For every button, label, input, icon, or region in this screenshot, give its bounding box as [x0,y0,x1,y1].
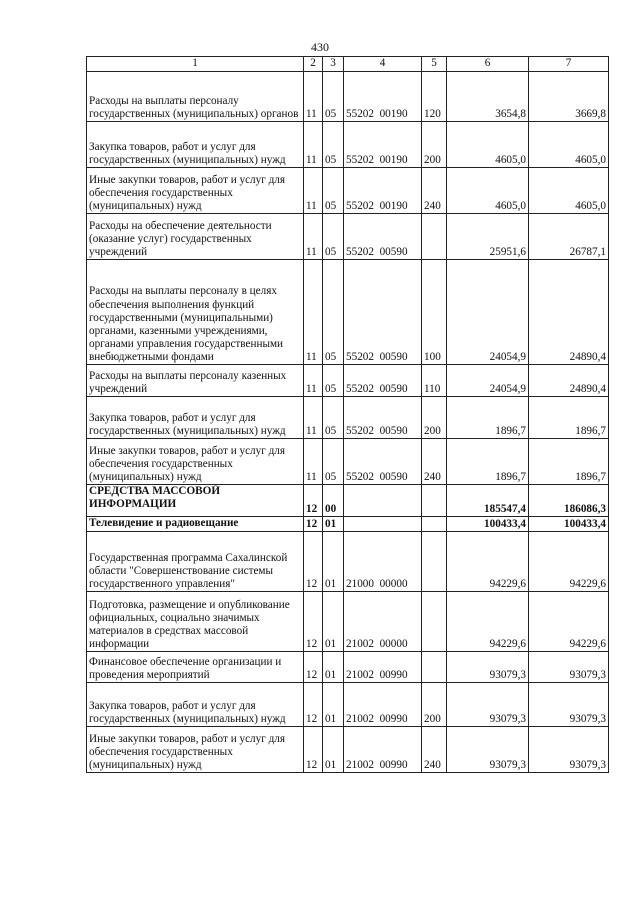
column-header-2: 2 [304,57,323,72]
table-row [87,727,609,773]
table-row [87,260,609,365]
row-name-cell: Закупка товаров, работ и услуг для государственных (муниципальных) нужд [87,683,304,727]
section-code-cell: 11 [304,168,323,214]
amount-year-2-cell: 26787,1 [529,214,609,260]
table-row [87,439,609,485]
expense-type-cell: 240 [422,168,447,214]
amount-year-1-cell: 24054,9 [447,365,529,397]
table-row [87,214,609,260]
expense-type-cell: 240 [422,727,447,773]
target-article-cell: 55202 00190 [344,72,422,122]
subsection-code-cell: 05 [323,122,344,168]
amount-year-2-cell: 24890,4 [529,260,609,365]
row-name-cell: Расходы на выплаты персоналу казенных учреждений [87,365,304,397]
target-article-cell: 55202 00190 [344,168,422,214]
amount-year-2-cell: 4605,0 [529,168,609,214]
amount-year-2-cell: 4605,0 [529,122,609,168]
target-article-cell: 55202 00590 [344,365,422,397]
row-name-cell: Государственная программа Сахалинской области "Совершенствование системы государственного управления" [87,532,304,592]
amount-year-1-cell: 25951,6 [447,214,529,260]
section-code-cell: 11 [304,122,323,168]
row-name-cell: Подготовка, размещение и опубликование официальных, социально значимых материалов в средствах массовой информации [87,592,304,652]
amount-year-1-cell: 94229,6 [447,592,529,652]
expense-type-cell: 120 [422,72,447,122]
amount-year-1-cell: 93079,3 [447,683,529,727]
row-name-cell: Иные закупки товаров, работ и услуг для обеспечения государственных (муниципальных) нужд [87,168,304,214]
expense-type-cell [422,532,447,592]
expense-type-cell: 240 [422,439,447,485]
table-row [87,397,609,439]
amount-year-1-cell: 93079,3 [447,727,529,773]
section-code-cell: 11 [304,365,323,397]
table-row [87,72,609,122]
column-header-1: 1 [87,57,304,72]
column-header-4: 4 [344,57,422,72]
table-row [87,168,609,214]
expense-type-cell [422,652,447,683]
amount-year-1-cell: 4605,0 [447,122,529,168]
amount-year-1-cell: 93079,3 [447,652,529,683]
subsection-code-cell: 01 [323,592,344,652]
subsection-code-cell: 01 [323,652,344,683]
row-name-cell: Расходы на выплаты персоналу государственных (муниципальных) органов [87,72,304,122]
table-row [87,365,609,397]
amount-year-2-cell: 93079,3 [529,652,609,683]
column-header-5: 5 [422,57,447,72]
section-code-cell: 12 [304,683,323,727]
table-row [87,652,609,683]
table-body [87,72,609,773]
subsection-code-cell: 01 [323,683,344,727]
target-article-cell [344,485,422,517]
amount-year-1-cell: 100433,4 [447,517,529,532]
row-name-cell: Телевидение и радиовещание [87,517,304,532]
subsection-code-cell: 05 [323,168,344,214]
expense-type-cell: 200 [422,397,447,439]
row-name-cell: Расходы на обеспечение деятельности (оказание услуг) государственных учреждений [87,214,304,260]
table-row [87,517,609,532]
section-code-cell: 12 [304,652,323,683]
target-article-cell: 21002 00990 [344,683,422,727]
subsection-code-cell: 05 [323,365,344,397]
subsection-code-cell: 05 [323,72,344,122]
table-row [87,122,609,168]
target-article-cell: 55202 00590 [344,439,422,485]
amount-year-1-cell: 94229,6 [447,532,529,592]
subsection-code-cell: 01 [323,532,344,592]
table-row [87,532,609,592]
target-article-cell: 55202 00190 [344,122,422,168]
expense-type-cell [422,485,447,517]
target-article-cell: 21000 00000 [344,532,422,592]
target-article-cell: 21002 00990 [344,652,422,683]
row-name-cell: Закупка товаров, работ и услуг для государственных (муниципальных) нужд [87,397,304,439]
row-name-cell: СРЕДСТВА МАССОВОЙ ИНФОРМАЦИИ [87,485,304,517]
section-code-cell: 12 [304,592,323,652]
section-code-cell: 12 [304,517,323,532]
amount-year-2-cell: 93079,3 [529,727,609,773]
amount-year-2-cell: 24890,4 [529,365,609,397]
header-row [87,57,609,72]
amount-year-2-cell: 94229,6 [529,532,609,592]
section-code-cell: 12 [304,485,323,517]
amount-year-1-cell: 24054,9 [447,260,529,365]
amount-year-2-cell: 3669,8 [529,72,609,122]
subsection-code-cell: 01 [323,517,344,532]
target-article-cell: 21002 00990 [344,727,422,773]
section-code-cell: 12 [304,532,323,592]
expense-type-cell [422,517,447,532]
section-code-cell: 11 [304,439,323,485]
row-name-cell: Расходы на выплаты персоналу в целях обеспечения выполнения функций государственными (муниципальными) органами, казенными учреждениями, органами управления государственными внебюджетными фондами [87,260,304,365]
budget-table [86,56,609,773]
column-header-6: 6 [447,57,529,72]
section-code-cell: 11 [304,260,323,365]
amount-year-1-cell: 1896,7 [447,439,529,485]
amount-year-2-cell: 94229,6 [529,592,609,652]
column-header-3: 3 [323,57,344,72]
expense-type-cell: 110 [422,365,447,397]
amount-year-2-cell: 1896,7 [529,397,609,439]
target-article-cell: 55202 00590 [344,397,422,439]
amount-year-2-cell: 93079,3 [529,683,609,727]
table-row [87,592,609,652]
subsection-code-cell: 05 [323,397,344,439]
expense-type-cell [422,592,447,652]
subsection-code-cell: 01 [323,727,344,773]
subsection-code-cell: 05 [323,439,344,485]
subsection-code-cell: 05 [323,214,344,260]
section-code-cell: 11 [304,72,323,122]
target-article-cell: 55202 00590 [344,260,422,365]
table-row [87,485,609,517]
amount-year-2-cell: 1896,7 [529,439,609,485]
amount-year-1-cell: 1896,7 [447,397,529,439]
row-name-cell: Финансовое обеспечение организации и проведения мероприятий [87,652,304,683]
row-name-cell: Закупка товаров, работ и услуг для государственных (муниципальных) нужд [87,122,304,168]
expense-type-cell: 200 [422,122,447,168]
table-row [87,683,609,727]
amount-year-2-cell: 186086,3 [529,485,609,517]
column-header-7: 7 [529,57,609,72]
amount-year-1-cell: 4605,0 [447,168,529,214]
row-name-cell: Иные закупки товаров, работ и услуг для обеспечения государственных (муниципальных) нужд [87,727,304,773]
target-article-cell [344,517,422,532]
row-name-cell: Иные закупки товаров, работ и услуг для обеспечения государственных (муниципальных) нужд [87,439,304,485]
target-article-cell: 21002 00000 [344,592,422,652]
expense-type-cell [422,214,447,260]
subsection-code-cell: 05 [323,260,344,365]
target-article-cell: 55202 00590 [344,214,422,260]
section-code-cell: 11 [304,397,323,439]
subsection-code-cell: 00 [323,485,344,517]
amount-year-1-cell: 3654,8 [447,72,529,122]
expense-type-cell: 100 [422,260,447,365]
expense-type-cell: 200 [422,683,447,727]
amount-year-1-cell: 185547,4 [447,485,529,517]
section-code-cell: 11 [304,214,323,260]
page-number: 430 [311,40,329,54]
table-header [87,57,609,72]
section-code-cell: 12 [304,727,323,773]
amount-year-2-cell: 100433,4 [529,517,609,532]
